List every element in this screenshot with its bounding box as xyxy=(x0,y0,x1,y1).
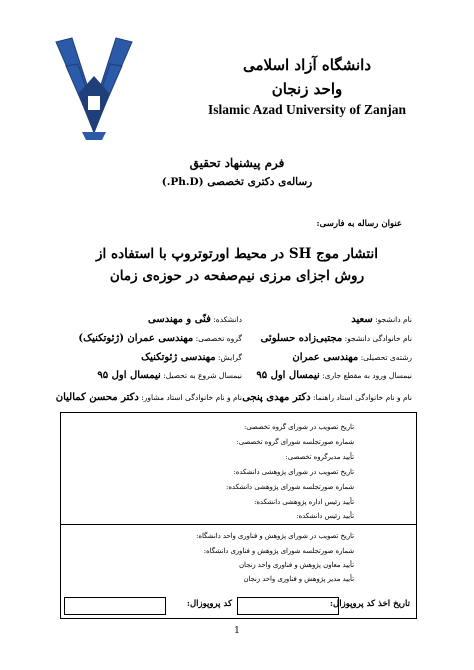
start-semester-label: نیمسال شروع به تحصیل: xyxy=(163,371,242,380)
approval-item: تاریخ تصویب در شورای پژوهش و فناوری واحد دانشگاه: xyxy=(196,532,354,540)
group-field xyxy=(78,333,242,344)
advisor-label: نام و نام خانوادگی استاد راهنما: xyxy=(312,393,412,402)
thesis-title-line-2: روش اجزای مرزی نیم‌صفحه در حوزه‌ی زمان xyxy=(109,268,365,284)
student-major-label: رشته‌ی تحصیلی: xyxy=(360,353,412,362)
student-entry-label: نیمسال ورود به مقطع جاری: xyxy=(322,371,412,380)
advisor-field xyxy=(242,392,412,403)
approval-item: تأیید رئیس دانشکده: xyxy=(296,512,354,520)
faculty-field xyxy=(148,314,242,325)
thesis-title-label: عنوان رساله به فارسی: xyxy=(316,219,402,229)
approval-item: تأیید مدیرگروه تخصصی: xyxy=(285,453,354,461)
approval-item: شماره صورتجلسه شورای پژوهش و فناوری دانشگاه: xyxy=(203,547,354,555)
orientation-label: گرایش: xyxy=(218,353,242,362)
approval-item: تأیید معاون پژوهش و فناوری واحد زنجان xyxy=(239,561,354,569)
branch-name-fa: واحد زنجان xyxy=(271,80,343,98)
approval-item: تأیید مدیر پژوهش و فناوری واحد زنجان xyxy=(243,575,354,583)
form-title: فرم پیشنهاد تحقیق xyxy=(189,156,285,170)
consultant-name: دکتر محسن کمالیان xyxy=(55,392,139,403)
proposal-code-input[interactable] xyxy=(64,597,166,615)
consultant-label: نام و نام خانوادگی استاد مشاور: xyxy=(141,393,242,402)
group-label: گروه تخصصی: xyxy=(195,334,242,343)
student-last-name-label: نام خانوادگی دانشجو: xyxy=(344,334,412,343)
approval-item: تاریخ تصویب در شورای پژوهشی دانشکده: xyxy=(233,468,354,476)
student-major-field xyxy=(292,352,412,363)
proposal-code-label: کد پروپوزال: xyxy=(186,599,232,609)
start-semester-field xyxy=(97,370,242,381)
consultant-field xyxy=(56,392,242,403)
date-code-input[interactable] xyxy=(237,597,339,615)
student-entry-field xyxy=(256,370,412,381)
date-code-label: تاریخ اخذ کد پروپوزال: xyxy=(329,599,410,609)
university-emblem-icon xyxy=(52,36,136,142)
student-first-name-label: نام دانشجو: xyxy=(375,315,412,324)
group: مهندسی عمران (ژئوتکنیک) xyxy=(78,333,194,344)
approvals-divider xyxy=(60,524,417,525)
student-first-name-field xyxy=(351,314,412,325)
faculty: فنّی و مهندسی xyxy=(147,314,211,325)
page-number: 1 xyxy=(234,626,240,636)
approval-item: تأیید رئیس اداره پژوهشی دانشکده: xyxy=(254,498,354,506)
student-last-name: مجتبی‌زاده حسلوئی xyxy=(260,333,343,344)
orientation-field xyxy=(141,352,242,363)
student-last-name-field xyxy=(261,333,412,344)
approval-item: شماره صورتجلسه شورای گروه تخصصی: xyxy=(236,438,354,446)
university-name-en: Islamic Azad University of Zanjan xyxy=(207,102,406,117)
advisor-name: دکتر مهدی پنجی xyxy=(242,392,311,403)
approval-item: شماره صورتجلسه شورای پژوهشی دانشکده: xyxy=(226,483,354,491)
thesis-type: رساله‌ی دکتری تخصصی (Ph.D.) xyxy=(161,176,313,188)
student-first-name: سعید xyxy=(351,314,373,325)
faculty-label: دانشکده: xyxy=(213,315,242,324)
orientation: مهندسی ژئوتکنیک xyxy=(141,352,216,363)
university-name-fa: دانشگاه آزاد اسلامی xyxy=(242,56,372,74)
student-entry: نیمسال اول ۹۵ xyxy=(256,370,320,381)
thesis-title-line-1: انتشار موج SH در محیط اورتوتروپ با استفاده از xyxy=(96,246,378,262)
approval-item: تاریخ تصویب در شورای گروه تخصصی: xyxy=(243,423,354,431)
start-semester: نیمسال اول ۹۵ xyxy=(97,370,161,381)
student-major: مهندسی عمران xyxy=(292,352,359,363)
